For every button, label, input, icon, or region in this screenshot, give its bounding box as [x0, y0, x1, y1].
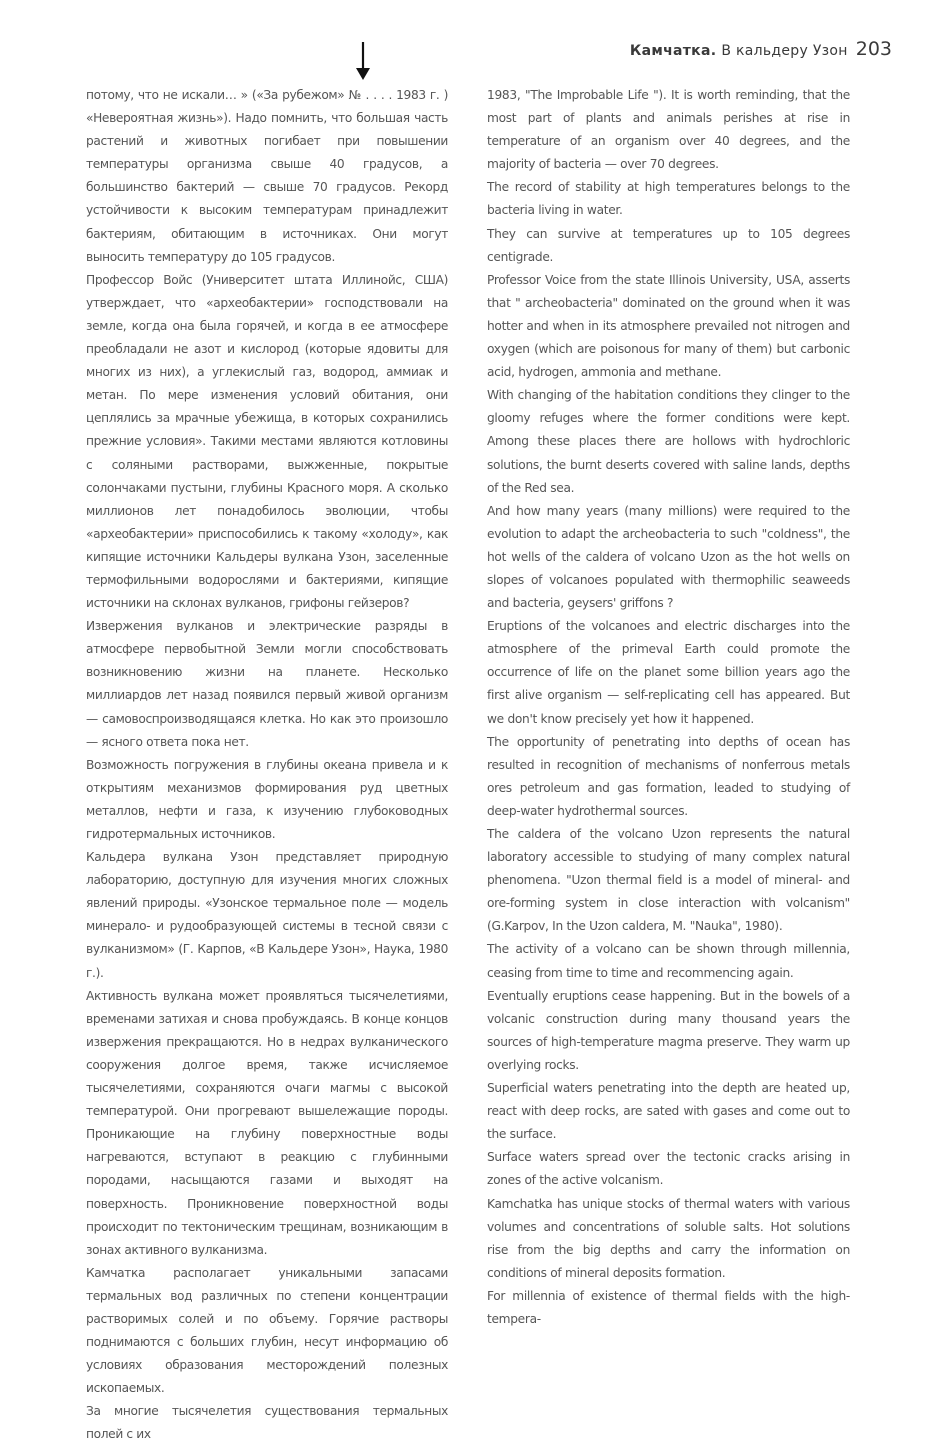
header-title: В кальдеру Узон: [721, 43, 848, 59]
russian-text-column: [86, 84, 448, 1447]
paragraph: За многие тысячелетия существования термальных полей с их: [86, 1404, 448, 1442]
paragraph: Профессор Войс (Университет штата Иллинойс, США) утверждает, что «археобактерии» господствовали на земле, когда она была горячей, и когда в ее атмосфере преобладали не азот и кислород (которые ядовиты для многих из них), а углекислый газ, водород, аммиак и метан. По мере изменения условий обитания, они цеплялись за мрачные убежища, в которых сохранились прежние условия». Такими местами являются котловины с соляными растворами, выжженные, покрытые солончаками пустыни, глубины Красного моря. А сколько миллионов лет понадобилось эволюции, чтобы «археобактерии» приспособились к такому «холоду», как кипящие источники Кальдеры вулкана Узон, заселенные термофильными водорослями и бактериями, кипящие источники на склонах вулканов, грифоны гейзеров?: [86, 272, 448, 611]
english-text-column: [487, 84, 850, 1331]
paragraph: Извержения вулканов и электрические разряды в атмосфере первобытной Земли могли способствовать возникновению жизни на планете. Несколько миллиардов лет назад появился первый живой организм — самовоспроизводящаяся клетка. Но как это произошло — ясного ответа пока нет.: [86, 619, 448, 749]
paragraph: 1983, "The Improbable Life "). It is worth reminding, that the most part of plants and animals perishes at rise in temperature of an organism over 40 degrees, and the majority of bacteria — over 70 degrees.: [487, 88, 850, 172]
paragraph: The record of stability at high temperatures belongs to the bacteria living in water.: [487, 180, 850, 218]
paragraph: With changing of the habitation conditions they clinger to the gloomy refuges where the former conditions were kept. Among these places there are hollows with hydrochloric solutions, the burnt deserts covered with saline lands, depths of the Red sea.: [487, 388, 850, 495]
paragraph: Superficial waters penetrating into the depth are heated up, react with deep rocks, are sated with gases and come out to the surface.: [487, 1081, 850, 1142]
page-number: 203: [855, 38, 892, 60]
paragraph: Surface waters spread over the tectonic cracks arising in zones of the active volcanism.: [487, 1150, 850, 1188]
header-chapter: Камчатка.: [629, 43, 717, 59]
paragraph: Professor Voice from the state Illinois University, USA, asserts that " archeobacteria" dominated on the ground when it was hotter and when in its atmosphere prevailed not nitrogen and oxygen (which are poisonous for many of them) but carbonic acid, hydrogen, ammonia and methane.: [487, 272, 850, 380]
paragraph: The activity of a volcano can be shown through millennia, ceasing from time to time and recommencing again.: [487, 942, 850, 980]
paragraph: Kamchatka has unique stocks of thermal waters with various volumes and concentrations of soluble salts. Hot solutions rise from the big depths and carry the information on conditions of mineral deposits formation.: [487, 1196, 850, 1280]
running-header: [630, 38, 892, 60]
paragraph: They can survive at temperatures up to 105 degrees centigrade.: [487, 226, 850, 264]
paragraph: The opportunity of penetrating into depths of ocean has resulted in recognition of mechanisms of nonferrous metals ores petroleum and gas formation, leaded to studying of deep-water hydrothermal sources.: [487, 734, 850, 818]
down-arrow-icon: [356, 42, 370, 80]
paragraph: The caldera of the volcano Uzon represents the natural laboratory accessible to studying of many complex natural phenomena. "Uzon thermal field is a model of mineral- and ore-forming system in close interaction with volcanism" (G.Karpov, In the Uzon caldera, M. "Nauka", 1980).: [487, 827, 850, 934]
paragraph: Камчатка располагает уникальными запасами термальных вод различных по степени концентрации растворимых солей и по объему. Горячие растворы поднимаются с больших глубин, несут информацию об условиях образования месторождений полезных ископаемых.: [86, 1265, 448, 1396]
paragraph: Eventually eruptions cease happening. But in the bowels of a volcanic construction during many thousand years the sources of high-temperature magma preserve. They warm up overlying rocks.: [487, 988, 850, 1072]
paragraph: Возможность погружения в глубины океана привела и к открытиям механизмов формирования руд цветных металлов, нефти и газа, к изучению глубоководных гидротермальных источников.: [86, 757, 448, 841]
paragraph: Активность вулкана может проявляться тысячелетиями, временами затихая и снова пробуждаясь. В конце концов извержения прекращаются. Но в недрах вулканического сооружения долгое время, также исчисляемое тысячелетиями, сохраняются очаги магмы с высокой температурой. Они прогревают вышележащие породы. Проникающие на глубину поверхностные воды нагреваются, вступают в реакцию с глубинными породами, насыщаются газами и выходят на поверхность. Проникновение поверхностной воды происходит по тектоническим трещинам, возникающим в зонах активного вулканизма.: [86, 988, 448, 1257]
paragraph: Кальдера вулкана Узон представляет природную лабораторию, доступную для изучения многих сложных явлений природы. «Узонское термальное поле — модель минерало- и рудообразующей системы в тесной связи с вулканизмом» (Г. Карпов, «В Кальдере Узон», Наука, 1980 г.).: [86, 850, 448, 980]
paragraph: And how many years (many millions) were required to the evolution to adapt the archeobacteria to such "coldness", the hot wells of the caldera of volcano Uzon as the hot wells on slopes of volcanoes populated with thermophilic seaweeds and bacteria, geysers' griffons ?: [487, 503, 850, 611]
paragraph: Eruptions of the volcanoes and electric discharges into the atmosphere of the primeval Earth could promote the occurrence of life on the planet some billion years ago the first alive organism — self-replicating cell has appeared. But we don't know precisely yet how it happened.: [487, 619, 850, 726]
paragraph: For millennia of existence of thermal fields with the high-tempera-: [487, 1288, 850, 1326]
paragraph: потому, что не искали… » («За рубежом» № . . . . 1983 г. ) «Невероятная жизнь»). Надо помнить, что большая часть растений и животных погибает при повышении температуры организма свыше 40 градусов, а большинство бактерий — свыше 70 градусов. Рекорд устойчивости к высоким температурам принадлежит бактериям, обитающим в источниках. Они могут выносить температуру до 105 градусов.: [86, 88, 448, 264]
